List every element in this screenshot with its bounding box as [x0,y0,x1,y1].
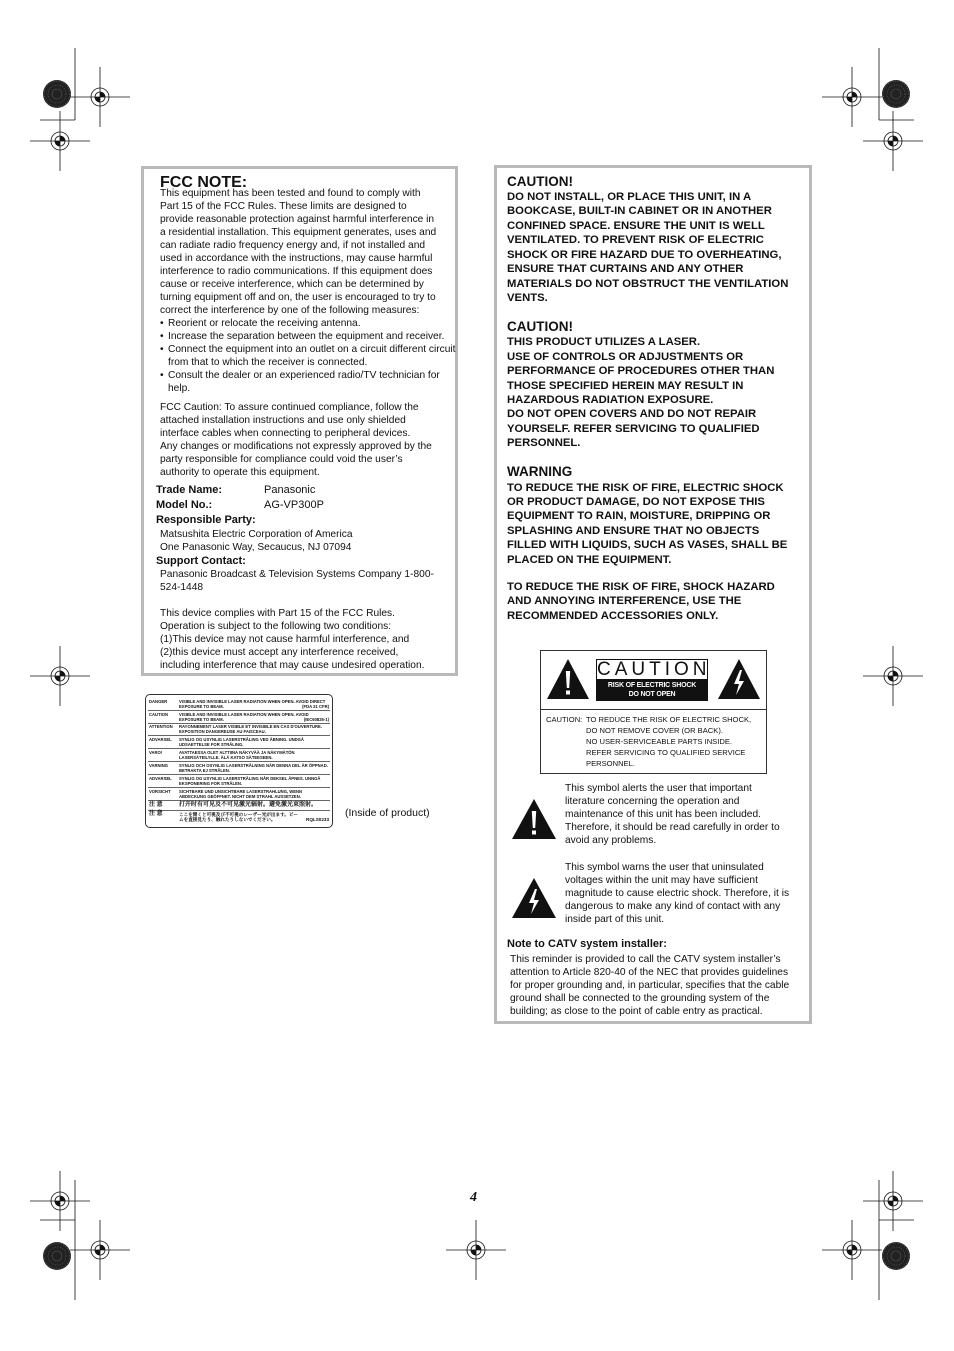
laser-label-divider [148,710,330,711]
laser-row-text: AVATTAESSA OLET ALTTIINA NÄKYVÄÄ JA NÄKYMÄTÖN LASERSÄTEILYLLE. ÄLÄ KATSO SÄTEESEEN. [179,750,295,760]
registration-disc [43,1242,71,1270]
symbol-explanation-line: avoid any problems. [565,835,657,846]
laser-row-text: RAYONNEMENT LASER VISIBLE ET INVISIBLE EN CAS D'OUVERTURE. EXPOSITION DANGEREUSE AU FAISCEAU. [179,724,323,734]
caution-line: VENTS. [507,292,548,304]
laser-row-word: ATTENTION [149,724,173,729]
caution-line: USE OF CONTROLS OR ADJUSTMENTS OR [507,351,744,363]
support-contact-line: 524-1448 [160,582,204,593]
fcc-bullet-continuation: from that to which the receiver is connected. [168,357,368,368]
model-value: AG-VP300P [264,499,324,511]
fcc-bullet: • Increase the separation between the equipment and receiver. [160,330,460,343]
laser-row-word: VARO! [149,750,163,755]
fcc-bullet-continuation: help. [168,383,191,394]
laser-row-text: SYNLIG OG USYNLIG LASERSTRÅLING NÅR DEKSEL ÅPNES. UNNGÅ EKSPONERING FOR STRÅLEN. [179,776,321,786]
laser-row-ref: (FDA 21 CFR) [302,704,329,709]
laser-row-ref: RQLS0233 [306,817,329,822]
registration-disc [882,1242,910,1270]
warning-line: PLACED ON THE EQUIPMENT. [507,554,672,566]
crosshair-target [30,646,90,706]
fcc-paragraph-line: interference to radio communications. If this equipment does [160,266,433,277]
laser-label-divider [148,735,330,736]
exclamation-triangle-icon [511,798,557,840]
laser-row-word: 注 意 [149,802,163,808]
catv-heading: Note to CATV system installer: [507,938,667,950]
laser-label-divider [148,748,330,749]
fcc-bullet: • Reorient or relocate the receiving antenna. [160,317,460,330]
crosshair-target [30,111,90,171]
fcc-paragraph-line: provide reasonable protection against harmful interference in [160,214,435,225]
lightning-triangle-icon [717,657,761,701]
caution-heading: CAUTION! [507,319,573,334]
caution-line: ENSURE THAT CURTAINS AND ANY OTHER [507,263,744,275]
laser-row-text: ここを開くと可視及び不可視のレーザー光が出ます。ビームを直接見たり、触れたりしないでください。 [179,812,298,822]
crosshair-target [863,1171,923,1231]
crosshair-target [863,646,923,706]
risk-bar-line: RISK OF ELECTRIC SHOCK [607,682,697,689]
caution-line: HAZARDOUS RADIATION EXPOSURE. [507,394,714,406]
panel-caution-line: REFER SERVICING TO QUALIFIED SERVICE [586,748,746,757]
laser-row-text: 打开时有可见及不可见激光辐射。避免激光束照射。 [179,802,318,808]
panel-caution-label: CAUTION: [546,715,583,724]
laser-row-text: VISIBLE AND INVISIBLE LASER RADIATION WHEN OPEN. AVOID EXPOSURE TO BEAM. [179,712,309,722]
support-contact-label: Support Contact: [156,555,246,567]
laser-row-word: ADVARSEL [149,737,172,742]
risk-of-shock-bar [596,680,708,701]
catv-line: for proper grounding and, in particular, specifies that the cable [510,980,790,991]
fcc-paragraph-line: a residential installation. This equipment generates, uses and [160,227,437,238]
panel-caution-line: DO NOT REMOVE COVER (OR BACK). [586,726,723,735]
fcc-paragraph-line: can radiate radio frequency energy and, if not installed and [160,240,426,251]
warning-line: TO REDUCE THE RISK OF FIRE, SHOCK HAZARD [507,581,775,593]
warning-line: EQUIPMENT TO RAIN, MOISTURE, DRIPPING OR [507,510,771,522]
fcc-caution-line: interface cables when connecting to peripheral devices. [160,428,411,439]
laser-label-divider [148,810,330,811]
fcc-paragraph-line: turning equipment off and on, the user is encouraged to try to [160,292,436,303]
symbol-explanation-line: This symbol alerts the user that important [565,783,752,794]
laser-label-divider [148,800,330,801]
fcc-paragraph-line: Part 15 of the FCC Rules. These limits are designed to [160,201,407,212]
warning-line: FILLED WITH LIQUIDS, SUCH AS VASES, SHALL BE [507,539,788,551]
caution-line: MATERIALS DO NOT OBSTRUCT THE VENTILATION [507,278,789,290]
caution-line: CONFINED SPACE. ENSURE THE UNIT IS WELL [507,220,765,232]
responsible-party-line: One Panasonic Way, Secaucus, NJ 07094 [160,542,352,553]
warning-line: TO REDUCE THE RISK OF FIRE, ELECTRIC SHOCK [507,482,784,494]
fcc-caution-line: authority to operate this equipment. [160,467,320,478]
responsible-party-label: Responsible Party: [156,514,256,526]
crosshair-target [446,1220,506,1280]
support-contact-line: Panasonic Broadcast & Television Systems Company 1-800- [160,569,434,580]
fcc-bullet: • Consult the dealer or an experienced radio/TV technician for [160,369,460,382]
catv-line: ground shall be connected to the grounding system of the [510,993,770,1004]
caution-line: BOOKCASE, BUILT-IN CABINET OR IN ANOTHER [507,205,772,217]
laser-label-divider [148,761,330,762]
responsible-party-line: Matsushita Electric Corporation of America [160,529,353,540]
laser-row-text: SYNLIG OG USYNLIG LASERSTRÅLING VED ÅBNING. UNDGÅ UDSAETTELSE FOR STRÅLING. [179,737,304,747]
symbol-explanation-line: voltages within the unit may have sufficient [565,875,758,886]
laser-row-word: ADVARSEL [149,776,172,781]
fcc-complies-line: (1)This device may not cause harmful interference, and [160,634,410,645]
crosshair-target [822,1220,882,1280]
caution-line: THOSE SPECIFIED HEREIN MAY RESULT IN [507,380,744,392]
panel-caution-line: PERSONNEL. [586,759,635,768]
caution-line: YOURSELF. REFER SERVICING TO QUALIFIED [507,423,760,435]
warning-line: OR PRODUCT DAMAGE, DO NOT EXPOSE THIS [507,496,765,508]
caution-line: PERSONNEL. [507,437,581,449]
fcc-paragraph-line: This equipment has been tested and found to comply with [160,188,421,199]
caution-line: DO NOT INSTALL, OR PLACE THIS UNIT, IN A [507,191,752,203]
panel-divider [541,709,766,710]
page-number: 4 [470,1190,477,1205]
symbol-explanation-line: literature concerning the operation and [565,796,740,807]
caution-line: VENTILATED. TO PREVENT RISK OF ELECTRIC [507,234,764,246]
registration-disc [882,80,910,108]
panel-caution-line: TO REDUCE THE RISK OF ELECTRIC SHOCK, [586,715,752,724]
symbol-explanation-line: dangerous to make any kind of contact with any [565,901,781,912]
inside-of-product-caption: (Inside of product) [345,807,430,819]
catv-line: This reminder is provided to call the CATV system installer’s [510,954,781,965]
lightning-triangle-icon [511,877,557,919]
risk-bar-line: DO NOT OPEN [628,691,676,698]
fcc-complies-line: including interference that may cause undesired operation. [160,660,425,671]
caution-line: DO NOT OPEN COVERS AND DO NOT REPAIR [507,408,757,420]
symbol-explanation-line: inside part of this unit. [565,914,665,925]
laser-label-divider [148,774,330,775]
registration-disc [43,80,71,108]
catv-line: building; as close to the point of cable entry as practical. [510,1006,763,1017]
fcc-paragraph-line: correct the interference by one of the following measures: [160,305,420,316]
caution-risk-panel [540,650,767,774]
caution-heading: CAUTION! [507,174,573,189]
fcc-caution-line: Any changes or modifications not expressly approved by the [160,441,432,452]
symbol-explanation-line: magnitude to cause electric shock. Therefore, it is [565,888,790,899]
symbol-explanation-line: This symbol warns the user that uninsulated [565,862,764,873]
caution-word: CAUTION [597,659,711,680]
fcc-bullet: • Connect the equipment into an outlet on a circuit different circuit [160,343,460,356]
catv-line: attention to Article 820-40 of the NEC that provides guidelines [510,967,789,978]
warning-line: RECOMMENDED ACCESSORIES ONLY. [507,610,719,622]
crosshair-target [822,67,882,127]
crosshair-target [70,67,130,127]
laser-row-word: VARNING [149,763,168,768]
laser-row-ref: (IEC60825-1) [303,717,329,722]
trade-name-label: Trade Name: [156,484,223,496]
laser-row-word: CAUTION [149,712,169,717]
laser-row-text: VISIBLE AND INVISIBLE LASER RADIATION WHEN OPEN. AVOID DIRECT EXPOSURE TO BEAM. [179,699,326,709]
fcc-paragraph-line: cause or receive interference, which can be determined by [160,279,424,290]
fcc-complies-line: This device complies with Part 15 of the FCC Rules. [160,608,395,619]
laser-row-word: 注 意 [149,811,163,817]
laser-row-text: SICHTBARE UND UNSICHTBARE LASERSTRAHLUNG, WENN ABDECKUNG GEÖFFNET. NICHT DEM STRAHL AUSSETZEN. [179,789,303,799]
laser-row-text: SYNLIG OCH OSYNLIG LASERSTRÅLNING NÄR DENNA DEL ÄR ÖPPNAD. BETRAKTA EJ STRÅLEN. [179,763,328,773]
laser-warning-label [145,694,333,828]
symbol-explanation-line: Therefore, it should be read carefully in order to [565,822,780,833]
laser-label-divider [148,787,330,788]
warning-heading: WARNING [507,464,573,479]
fcc-complies-line: Operation is subject to the following two conditions: [160,621,392,632]
symbol-explanation-line: maintenance of this unit has been included. [565,809,761,820]
model-label: Model No.: [156,499,213,511]
caution-line: SHOCK OR FIRE HAZARD DUE TO OVERHEATING, [507,249,782,261]
fcc-paragraph-line: used in accordance with the instructions, may cause harmful [160,253,433,264]
fcc-complies-line: (2)this device must accept any interference received, [160,647,399,658]
panel-caution-line: NO USER-SERVICEABLE PARTS INSIDE. [586,737,733,746]
warning-line: SPLASHING AND ENSURE THAT NO OBJECTS [507,525,760,537]
trade-name-value: Panasonic [264,484,316,496]
warning-line: AND ANNOYING INTERFERENCE, USE THE [507,595,742,607]
fcc-note-box [141,166,458,676]
caution-line: THIS PRODUCT UTILIZES A LASER. [507,336,701,348]
caution-line: PERFORMANCE OF PROCEDURES OTHER THAN [507,365,775,377]
crosshair-target [30,1171,90,1231]
fcc-caution-line: attached installation instructions and use only shielded [160,415,406,426]
exclamation-triangle-icon [546,657,590,701]
fcc-caution-line: party responsible for compliance could void the user’s [160,454,403,465]
laser-row-word: VORSICHT [149,789,171,794]
crosshair-target [70,1220,130,1280]
fcc-title: FCC NOTE: [160,174,248,191]
laser-row-word: DANGER [149,699,168,704]
fcc-caution-line: FCC Caution: To assure continued compliance, follow the [160,402,419,413]
